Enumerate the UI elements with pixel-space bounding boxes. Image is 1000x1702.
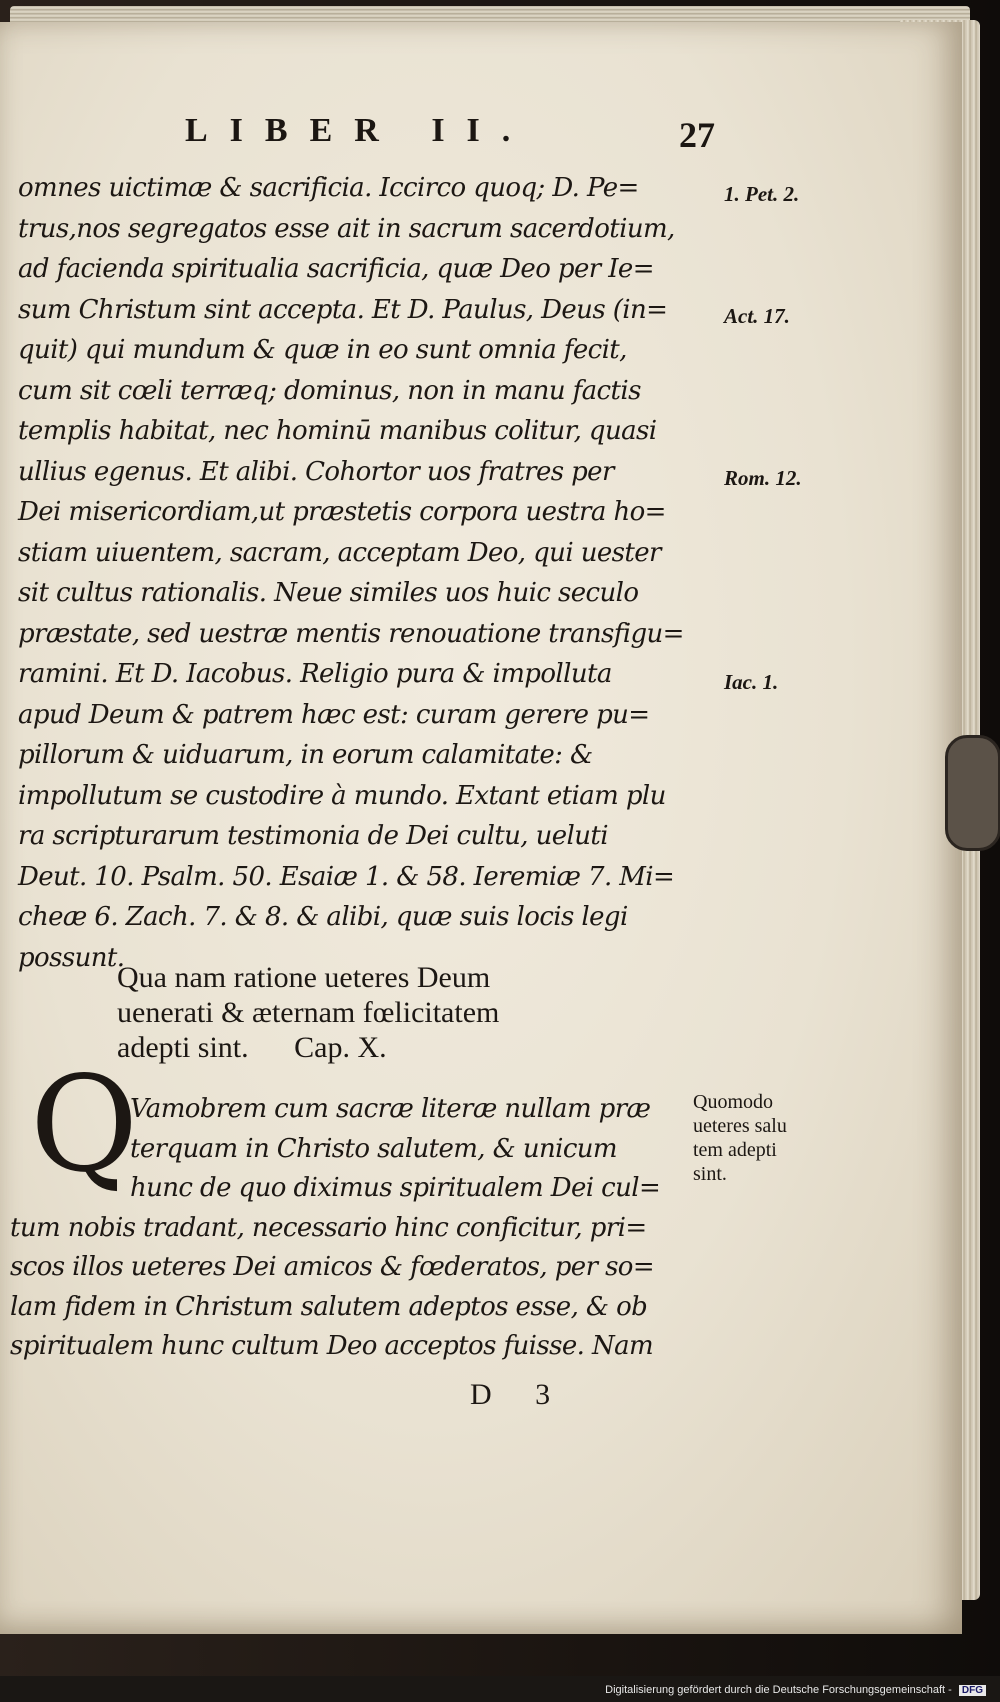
- chapter-title: [117, 960, 637, 1065]
- text-line: trus,nos segregatos esse ait in sacrum sacerdotium,: [18, 213, 675, 244]
- text-line: Dei misericordiam,ut præstetis corpora uestra ho=: [18, 497, 666, 527]
- text-line: quit) qui mundum & quæ in eo sunt omnia fecit,: [18, 335, 627, 365]
- text-line: spiritualem hunc cultum Deo acceptos fuisse. Nam: [10, 1331, 654, 1361]
- text-line: apud Deum & patrem hæc est: curam gerere pu=: [18, 699, 650, 730]
- text-line: cum sit cœli terræq; dominus, non in manu factis: [18, 375, 641, 406]
- chapter-title-line: Qua nam ratione ueteres Deum: [117, 961, 491, 994]
- page-number: 27: [679, 115, 715, 155]
- chapter-title-line: adepti sint.: [117, 1031, 249, 1064]
- margin-note-line: Quomodo: [693, 1091, 773, 1113]
- footer-credit: Digitalisierung gefördert durch die Deutsche Forschungsgemeinschaft -: [605, 1684, 952, 1696]
- margin-note: Iac. 1.: [724, 670, 779, 694]
- text-line: omnes uictimæ & sacrificia. Iccirco quoq; D. Pe=: [18, 173, 639, 203]
- margin-note: Act. 17.: [724, 304, 790, 328]
- margin-note: Rom. 12.: [724, 466, 802, 490]
- signature-mark: D 3: [470, 1378, 569, 1411]
- dfg-logo: DFG: [959, 1685, 986, 1696]
- text-line: præstate, sed uestræ mentis renouatione transfigu=: [18, 618, 684, 649]
- text-line: hunc de quo diximus spiritualem Dei cul=: [130, 1173, 661, 1203]
- text-line: Vamobrem cum sacræ literæ nullam præ: [130, 1094, 651, 1124]
- chapter-number: Cap. X.: [294, 1031, 387, 1064]
- margin-note: 1. Pet. 2.: [724, 182, 800, 206]
- text-line: tum nobis tradant, necessario hinc conficitur, pri=: [10, 1212, 647, 1243]
- text-line: templis habitat, nec hominū manibus colitur, quasi: [18, 416, 657, 446]
- text-line: pillorum & uiduarum, in eorum calamitate: &: [18, 740, 593, 770]
- text-line: Deut. 10. Psalm. 50. Esaiæ 1. & 58. Ieremiæ 7. Mi=: [18, 861, 675, 892]
- text-line: sum Christum sint accepta. Et D. Paulus, Deus (in=: [18, 294, 668, 325]
- chapter-title-line: uenerati & æternam fœlicitatem: [117, 996, 500, 1029]
- text-line: impollutum se custodire à mundo. Extant etiam plu: [18, 780, 666, 811]
- page-header: [185, 112, 715, 162]
- margin-note-line: sint.: [693, 1163, 727, 1185]
- text-line: ullius egenus. Et alibi. Cohortor uos fratres per: [18, 456, 614, 487]
- margin-note-line: tem adepti: [693, 1139, 777, 1161]
- text-line: ramini. Et D. Iacobus. Religio pura & impolluta: [18, 659, 612, 689]
- section-text: [10, 1090, 700, 1367]
- body-text: [18, 168, 802, 978]
- section-margin-note: [693, 1090, 843, 1186]
- running-head: LIBER II.: [185, 112, 533, 149]
- text-line: ad facienda spiritualia sacrificia, quæ Deo per Ie=: [18, 254, 654, 284]
- book-clasp: [945, 735, 1000, 851]
- margin-note-line: ueteres salu: [693, 1115, 787, 1137]
- text-line: ra scripturarum testimonia de Dei cultu, ueluti: [18, 821, 608, 851]
- drop-cap: Q: [30, 1048, 139, 1202]
- text-line: possunt.: [18, 942, 125, 973]
- text-line: scos illos ueteres Dei amicos & fœderatos, per so=: [10, 1252, 655, 1282]
- text-line: cheæ 6. Zach. 7. & 8. & alibi, quæ suis locis legi: [18, 902, 628, 932]
- text-line: lam fidem in Christum salutem adeptos esse, & ob: [10, 1291, 648, 1322]
- text-line: stiam uiuentem, sacram, acceptam Deo, qui uester: [18, 537, 661, 568]
- text-line: sit cultus rationalis. Neue similes uos huic seculo: [18, 578, 639, 608]
- text-line: terquam in Christo salutem, & unicum: [130, 1133, 617, 1164]
- digitization-footer: [0, 1676, 1000, 1702]
